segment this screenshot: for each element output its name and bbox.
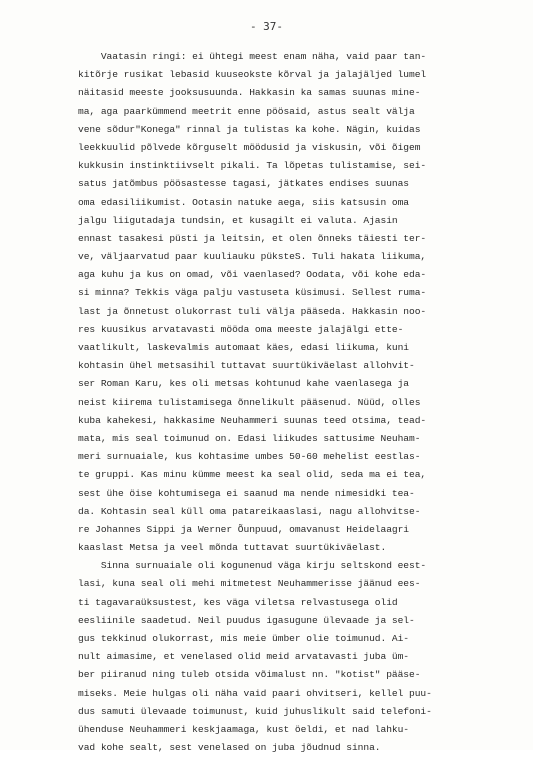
text-line: kohtasin ühel metsasihil tuttavat suurtükiväelast allohvit- <box>78 360 415 372</box>
text-line: da. Kohtasin seal küll oma patareikaaslasi, nagu allohvitse- <box>78 505 421 517</box>
text-line: meri surnuaiale, kus kohtasime umbes 50-60 mehelist eestlas- <box>78 451 421 463</box>
text-line: lasi, kuna seal oli mehi mitmetest Neuhammerisse jäänud ees- <box>78 578 421 590</box>
text-line: mata, mis seal toimunud on. Edasi liikudes sattusime Neuham- <box>78 432 421 444</box>
text-line: vad kohe sealt, sest venelased on juba jõudnud sinna. <box>78 742 381 754</box>
text-line: kukkusin instinktiivselt pikali. Ta lõpetas tulistamise, sei- <box>78 160 427 172</box>
text-line: res kuusikus arvatavasti mööda oma meeste jalajälgi ette- <box>78 323 404 335</box>
text-line: ve, väljaarvatud paar kuuliauku püksteS. Tuli hakata liikuma, <box>78 251 427 263</box>
text-line: ennast tasakesi püsti ja leitsin, et olen õnneks täiesti ter- <box>78 232 427 244</box>
text-line: vene sõdur"Konega" rinnal ja tulistas ka kohe. Nägin, kuidas <box>78 123 421 135</box>
text-line: nult aimasime, et venelased olid meid arvatavasti juba üm- <box>78 651 410 663</box>
text-line: miseks. Meie hulgas oli näha vaid paari ohvitseri, kellel puu- <box>78 687 432 699</box>
text-line: kaaslast Metsa ja veel mõnda tuttavat suurtükiväelast. <box>78 542 387 554</box>
text-line: oma edasiliikumist. Ootasin natuke aega, siis katsusin oma <box>78 196 410 208</box>
text-line: aga kuhu ja kus on omad, või vaenlased? Oodata, või kohe eda- <box>78 269 427 281</box>
text-line: Vaatasin ringi: ei ühtegi meest enam näha, vaid paar tan- <box>78 51 427 62</box>
text-line: gus tekkinud olukorrast, mis meie ümber olie toimunud. Ai- <box>78 633 410 644</box>
text-line: ma, aga paarkümmend meetrit enne pöösaid, astus sealt välja <box>78 105 415 117</box>
text-line: vaatlikult, laskevalmis automaat käes, edasi liikuma, kuni <box>78 342 410 353</box>
text-line: re Johannes Sippi ja Werner Õunpuud, omavanust Heidelaagri <box>78 523 410 535</box>
text-line: ühenduse Neuhammeri keskjaamaga, kust öeldi, et nad lahku- <box>78 723 410 735</box>
text-line: kuba kahekesi, hakkasime Neuhammeri suunas teed otsima, tead- <box>78 414 427 426</box>
text-line: näitasid meeste jooksusuunda. Hakkasin ka samas suunas mine- <box>78 87 421 99</box>
text-line: te gruppi. Kas minu kümme meest ka seal olid, seda ma ei tea, <box>78 469 427 481</box>
text-line: ti tagavaraüksustest, kes väga viletsa relvastusega olid <box>78 596 398 608</box>
text-line: si minna? Tekkis väga palju vastuseta küsimusi. Sellest ruma- <box>78 287 427 299</box>
text-line: last ja õnnetust olukorrast tuli välja pääseda. Hakkasin noo- <box>78 305 427 317</box>
text-line: leekkuulid põlvede kõrguselt möödusid ja viskusin, või õigem <box>78 141 421 153</box>
text-line: jalgu liigutadaja tundsin, et kusagilt ei valuta. Ajasin <box>78 214 398 226</box>
body-text <box>78 48 508 757</box>
text-line: ber piiranud ning tuleb otsida võimalust nn. "kotist" pääse- <box>78 669 421 681</box>
page-number: - 37- <box>249 20 284 33</box>
text-line: sest ühe öise kohtumisega ei saanud ma nende nimesidki tea- <box>78 487 415 499</box>
text-line: Sinna surnuaiale oli kogunenud väga kirju seltskond eest- <box>78 560 427 572</box>
text-line: satus jatõmbus pöösastesse tagasi, jätkates endises suunas <box>78 178 410 190</box>
text-line: dus samuti ülevaade toimunust, kuid juhuslikult said telefoni- <box>78 705 432 717</box>
text-line: neist kiirema tulistamisega õnnelikult pääsenud. Nüüd, olles <box>78 396 421 408</box>
text-line: eesliinile saadetud. Neil puudus igasugune ülevaade ja sel- <box>78 614 415 626</box>
text-line: kitõrje rusikat lebasid kuuseokste kõrval ja jalajäljed lumel <box>78 69 427 81</box>
text-line: ser Roman Karu, kes oli metsas kohtunud kahe vaenlasega ja <box>78 378 410 390</box>
